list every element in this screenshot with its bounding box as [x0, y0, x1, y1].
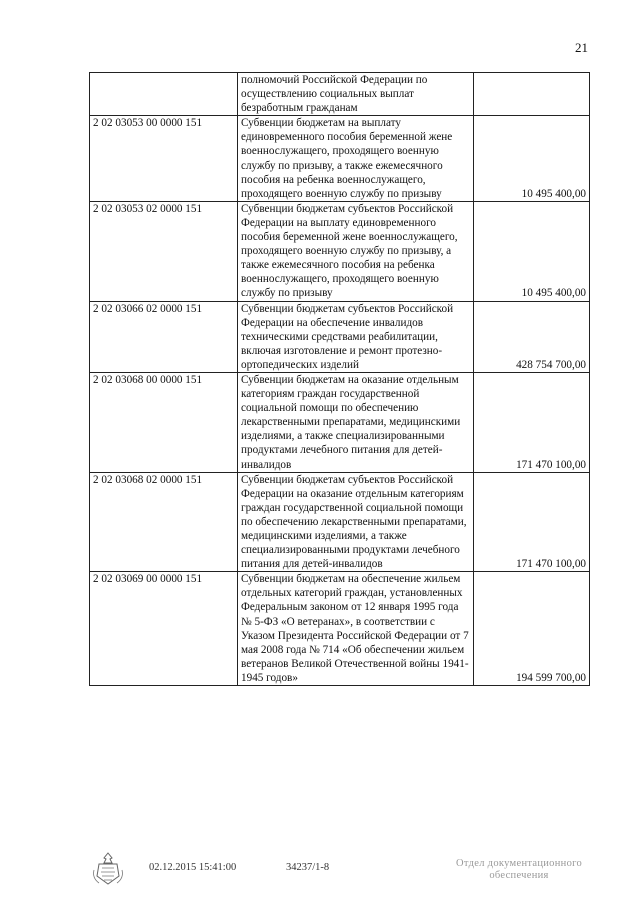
- amount-cell: 428 754 700,00: [474, 301, 590, 372]
- code-cell: 2 02 03069 00 0000 151: [90, 572, 238, 686]
- name-cell: Субвенции бюджетам на выплату единовременного пособия беременной жене военнослужащего, проходящего военную службу по призыву, а также ежемесячного пособия на ребенка военнослужащего, проходящего военную службу по призыву: [238, 116, 474, 202]
- amount-cell: 171 470 100,00: [474, 372, 590, 472]
- table-row: [90, 116, 590, 202]
- budget-table: [89, 72, 590, 686]
- amount-cell: 10 495 400,00: [474, 116, 590, 202]
- table-row: [90, 201, 590, 301]
- emblem-seal-icon: [90, 850, 126, 888]
- name-cell: Субвенции бюджетам субъектов Российской Федерации на обеспечение инвалидов техническими средствами реабилитации, включая изготовление и ремонт протезно-ортопедических изделий: [238, 301, 474, 372]
- amount-cell: [474, 73, 590, 116]
- page-number: 21: [575, 40, 588, 55]
- name-cell: полномочий Российской Федерации по осуществлению социальных выплат безработным гражданам: [238, 73, 474, 116]
- amount-cell: 171 470 100,00: [474, 472, 590, 572]
- amount-cell: 194 599 700,00: [474, 572, 590, 686]
- amount-cell: 10 495 400,00: [474, 201, 590, 301]
- stamp-line-2: обеспечения: [489, 870, 549, 881]
- table-row: [90, 372, 590, 472]
- footer-datetime: 02.12.2015 15:41:00: [149, 862, 237, 873]
- budget-table-body: [90, 73, 590, 686]
- code-cell: 2 02 03068 02 0000 151: [90, 472, 238, 572]
- name-cell: Субвенции бюджетам субъектов Российской Федерации на оказание отдельным категориям граждан государственной социальной помощи по обеспечению лекарственными препаратами, медицинскими изделиями, а также специализированными продуктами лечебного питания для детей-инвалидов: [238, 472, 474, 572]
- table-row: [90, 73, 590, 116]
- footer-doc-number: 34237/1-8: [286, 862, 330, 873]
- department-stamp: [444, 858, 594, 882]
- stamp-line-1: Отдел документационного: [455, 858, 583, 869]
- code-cell: [90, 73, 238, 116]
- table-row: [90, 472, 590, 572]
- name-cell: Субвенции бюджетам на оказание отдельным категориям граждан государственной социальной помощи по обеспечению лекарственными препаратами, медицинскими изделиями, а также специализированными продуктами лечебного питания для детей-инвалидов: [238, 372, 474, 472]
- table-row: [90, 301, 590, 372]
- code-cell: 2 02 03053 02 0000 151: [90, 201, 238, 301]
- name-cell: Субвенции бюджетам субъектов Российской Федерации на выплату единовременного пособия беременной жене военнослужащего, проходящего военную службу по призыву, а также ежемесячного пособия на ребенка военнослужащего, проходящего военную службу по призыву: [238, 201, 474, 301]
- table-row: [90, 572, 590, 686]
- code-cell: 2 02 03068 00 0000 151: [90, 372, 238, 472]
- code-cell: 2 02 03053 00 0000 151: [90, 116, 238, 202]
- name-cell: Субвенции бюджетам на обеспечение жильем отдельных категорий граждан, установленных Федеральным законом от 12 января 1995 года № 5-ФЗ «О ветеранах», в соответствии с Указом Президента Российской Федерации от 7 мая 2008 года № 714 «Об обеспечении жильем ветеранов Великой Отечественной войны 1941-1945 годов»: [238, 572, 474, 686]
- code-cell: 2 02 03066 02 0000 151: [90, 301, 238, 372]
